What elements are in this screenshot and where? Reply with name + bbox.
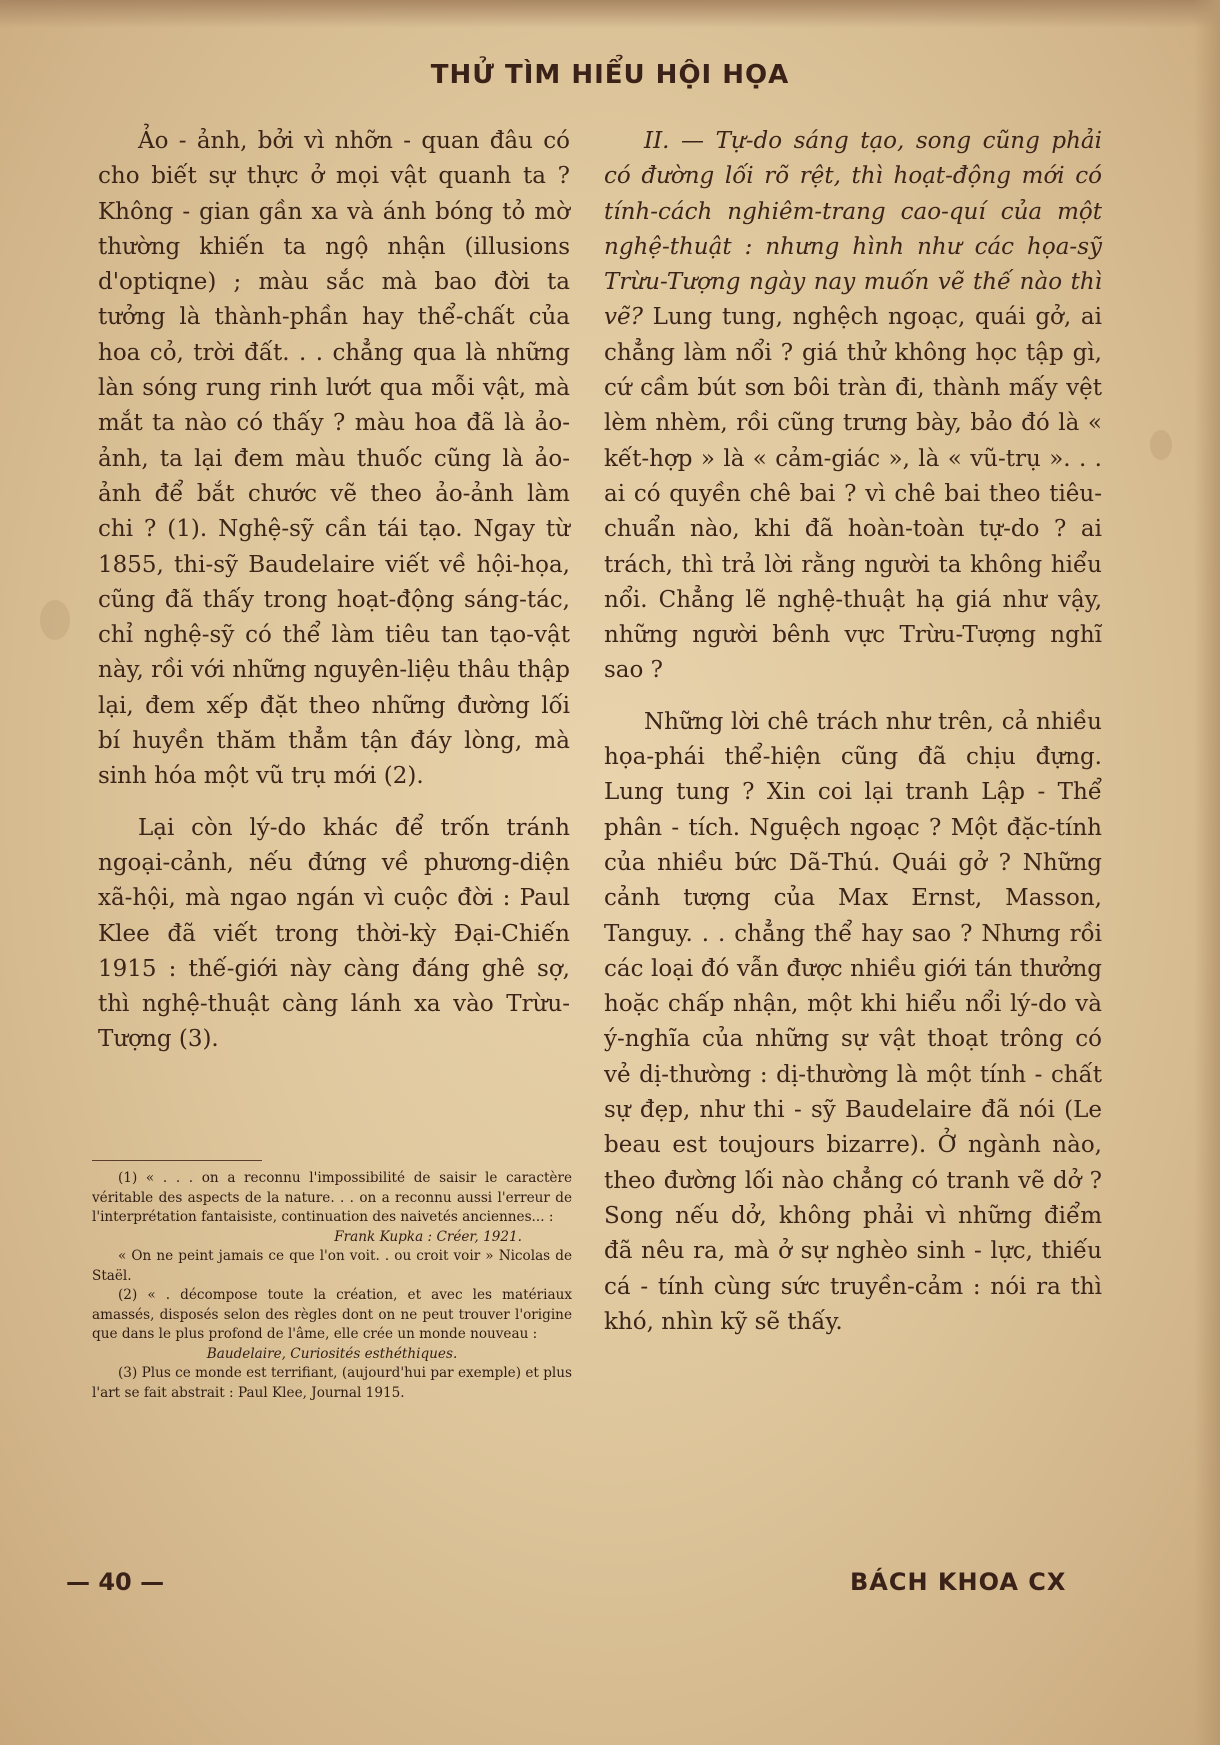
footnote-3: (3) Plus ce monde est terrifiant, (aujourd'hui par exemple) et plus l'art se fait abstrait : Paul Klee, Journal 1915.: [92, 1365, 572, 1401]
right-paragraph-1-rest: Lung tung, nghệch ngoạc, quái gở, ai chẳng làm nổi ? giá thử không học tập gì, cứ cầm bút sơn bôi tràn đi, thành mấy vệt lèm nhèm, rồi cũng trưng bày, bảo đó là « kết-hợp » là « cảm-giác », là « vũ-trụ ». . . ai có quyền chê bai ? vì chê bai theo tiêu-chuẩn nào, khi đã hoàn-toàn tự-do ? ai trách, thì trả lời rằng người ta không hiểu nổi. Chẳng lẽ nghệ-thuật hạ giá như vậy, những người bênh vực Trừu-Tượng nghĩ sao ?: [604, 304, 1102, 684]
running-header: THỬ TÌM HIỂU HỘI HỌA: [430, 60, 790, 90]
right-paragraph-2: Những lời chê trách như trên, cả nhiều họa-phái thể-hiện cũng đã chịu đựng. Lung tung ? Xin coi lại tranh Lập - Thể phân - tích. Nguệch ngoạc ? Một đặc-tính của nhiều bức Dã-Thú. Quái gở ? Những cảnh tượng của Max Ernst, Masson, Tanguy. . . chẳng thể hay sao ? Nhưng rồi các loại đó vẫn được nhiều giới tán thưởng hoặc chấp nhận, một khi hiểu nổi lý-do và ý-nghĩa của những sự vật thoạt trông có vẻ dị-thường : dị-thường là một tính - chất sự đẹp, như thi - sỹ Baudelaire đã nói (Le beau est toujours bizarre). Ở ngành nào, theo đường lối nào chẳng có tranh vẽ dở ? Song nếu dở, không phải vì những điểm đã nêu ra, mà ở sự nghèo sinh - lực, thiếu cá - tính cùng sức truyền-cảm : nói ra thì khó, nhìn kỹ sẽ thấy.: [604, 708, 1102, 1335]
footnote-2: (2) « . décompose toute la création, et avec les matériaux amassés, disposés selon des règles dont on ne peut trouver l'origine que dans le plus profond de l'âme, elle crée un monde nouveau :: [92, 1287, 572, 1342]
left-column: [98, 124, 570, 1058]
magazine-name: BÁCH KHOA CX: [850, 1568, 1067, 1596]
footnote-1b: « On ne peint jamais ce que l'on voit. . ou croit voir » Nicolas de Staël.: [92, 1248, 572, 1284]
paper-stain: [40, 600, 70, 640]
left-paragraph-2: Lại còn lý-do khác để trốn tránh ngoại-cảnh, nếu đứng về phương-diện xã-hội, mà ngao ngán vì cuộc đời : Paul Klee đã viết trong thời-kỳ Đại-Chiến 1915 : thế-giới này càng đáng ghê sợ, thì nghệ-thuật càng lánh xa vào Trừu-Tượng (3).: [98, 814, 570, 1053]
right-paragraph-1: [604, 124, 1102, 689]
footnotes: [92, 1160, 572, 1403]
section-heading-italic: II. — Tự-do sáng tạo, song cũng phải có đường lối rõ rệt, thì hoạt-động mới có tính-cách nghiêm-trang cao-quí của một nghệ-thuật : nhưng hình như các họa-sỹ Trừu-Tượng ngày nay muốn vẽ thế nào thì vẽ?: [604, 128, 1102, 331]
footnote-2-attribution: Baudelaire, Curiosités esthéthiques.: [206, 1345, 458, 1362]
left-paragraph-1: Ảo - ảnh, bởi vì nhỡn - quan đâu có cho biết sự thực ở mọi vật quanh ta ? Không - gian gần xa và ánh bóng tỏ mờ thường khiến ta ngộ nhận (illusions d'optiqne) ; màu sắc mà bao đời ta tưởng là thành-phần hay thể-chất của hoa cỏ, trời đất. . . chẳng qua là những làn sóng rung rinh lướt qua mỗi vật, mà mắt ta nào có thấy ? màu hoa đã là ảo-ảnh, ta lại đem màu thuốc cũng là ảo-ảnh để bắt chước vẽ theo ảo-ảnh làm chi ? (1). Nghệ-sỹ cần tái tạo. Ngay từ 1855, thi-sỹ Baudelaire viết về hội-họa, cũng đã thấy trong hoạt-động sáng-tác, chỉ nghệ-sỹ có thể làm tiêu tan tạo-vật này, rồi với những nguyên-liệu thâu thập lại, đem xếp đặt theo những đường lối bí huyền thăm thẳm tận đáy lòng, mà sinh hóa một vũ trụ mới (2).: [98, 128, 570, 790]
footnote-1: (1) « . . . on a reconnu l'impossibilité de saisir le caractère véritable des aspects de la nature. . . on a reconnu aussi l'erreur de l'interprétation fantaisiste, continuation des naivetés anciennes... :: [92, 1170, 572, 1225]
footnote-divider: [92, 1160, 262, 1161]
footnote-1-attribution: Frank Kupka : Créer, 1921.: [334, 1228, 522, 1245]
paper-stain: [1150, 430, 1172, 460]
page-number: — 40 —: [66, 1568, 165, 1596]
right-column: [604, 124, 1102, 1340]
